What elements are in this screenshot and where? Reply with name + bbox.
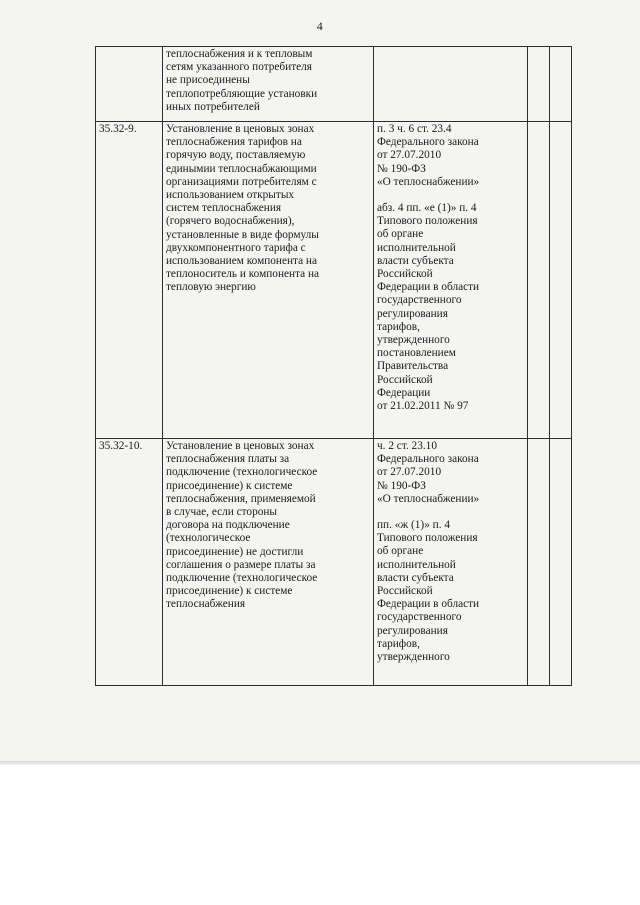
empty-cell	[528, 122, 550, 439]
table-row	[96, 439, 572, 686]
row-legal-basis	[374, 47, 528, 122]
table-row	[96, 122, 572, 439]
legal-basis-law: ч. 2 ст. 23.10 Федерального закона от 27.07.2010 № 190-ФЗ «О теплоснабжении»	[377, 440, 480, 505]
row-description: теплоснабжения и к тепловым сетям указанного потребителя не присоединены теплопотребляющие установки иных потребителей	[163, 47, 374, 122]
row-description: Установление в ценовых зонах теплоснабжения тарифов на горячую воду, поставляемую единымии теплоснабжающими организациями потребителям с использованием открытых систем теплоснабжения (горячего водоснабжения), установленные в виде формулы двухкомпонентного тарифа с использованием компонента на теплоноситель и компонента на тепловую энергию	[163, 122, 374, 439]
empty-cell	[528, 439, 550, 686]
row-legal-basis	[374, 439, 528, 686]
row-legal-basis	[374, 122, 528, 439]
regulation-table	[95, 46, 572, 686]
empty-cell	[528, 47, 550, 122]
row-description: Установление в ценовых зонах теплоснабжения платы за подключение (технологическое присоединение) к системе теплоснабжения, применяемой в случае, если стороны договора на подключение (технологическое присоединение) не достигли соглашения о размере платы за подключение (технологическое присоединение) к системе теплоснабжения	[163, 439, 374, 686]
row-number: 35.32-9.	[96, 122, 163, 439]
empty-cell	[550, 439, 572, 686]
table-row	[96, 47, 572, 122]
empty-cell	[550, 47, 572, 122]
row-number	[96, 47, 163, 122]
page-number: 4	[316, 19, 324, 33]
legal-basis-regulation: пп. «ж (1)» п. 4 Типового положения об органе исполнительной власти субъекта Российской Федерации в области государственного регулирования тарифов, утвержденного	[377, 519, 480, 664]
legal-basis-regulation: абз. 4 пп. «е (1)» п. 4 Типового положения об органе исполнительной власти субъекта Российской Федерации в области государственного регулирования тарифов, утвержденного постановлением Правительства Российской Федерации от 21.02.2011 № 97	[377, 202, 480, 413]
legal-basis-law: п. 3 ч. 6 ст. 23.4 Федерального закона от 27.07.2010 № 190-ФЗ «О теплоснабжении»	[377, 123, 480, 188]
empty-cell	[550, 122, 572, 439]
row-number: 35.32-10.	[96, 439, 163, 686]
